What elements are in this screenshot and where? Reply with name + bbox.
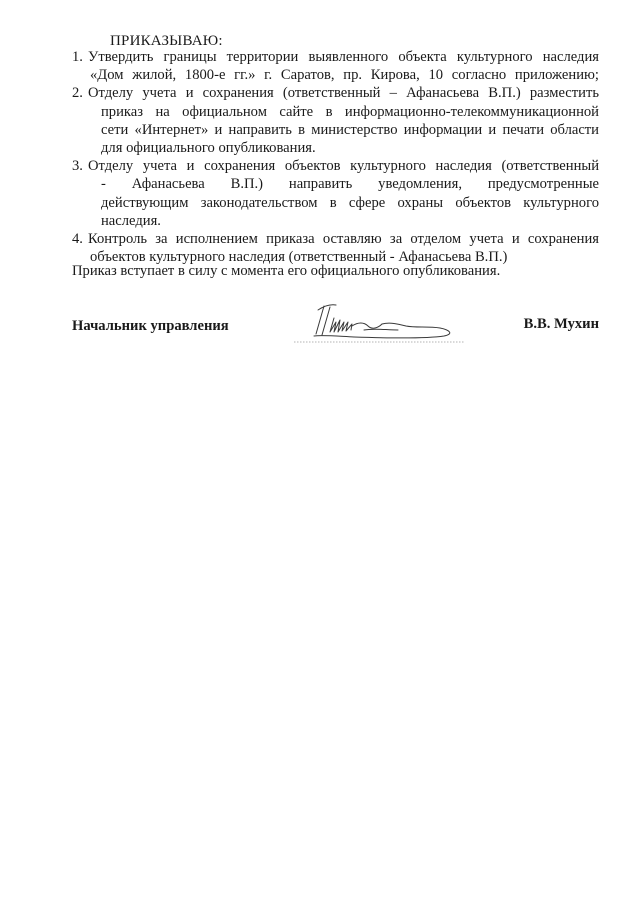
item-line: Отделу учета и сохранения объектов культурного наследия (ответственный bbox=[88, 158, 599, 175]
handwritten-signature-icon bbox=[294, 300, 494, 346]
order-item-4 bbox=[72, 230, 599, 266]
item-text bbox=[88, 157, 599, 230]
item-line: наследия. bbox=[101, 212, 161, 229]
item-line: «Дом жилой, 1800-е гг.» г. Саратов, пр. Кирова, 10 согласно приложению; bbox=[90, 67, 599, 84]
order-item-1 bbox=[72, 48, 599, 84]
item-line: приказ на официальном сайте в информационно-телекоммуникационной bbox=[101, 103, 599, 120]
order-heading: ПРИКАЗЫВАЮ: bbox=[110, 33, 223, 49]
item-text bbox=[88, 230, 599, 266]
order-items-list bbox=[72, 48, 599, 266]
signature-block bbox=[72, 300, 599, 350]
item-line: действующим законодательством в сфере охраны объектов культурного bbox=[101, 194, 599, 211]
order-item-3 bbox=[72, 157, 599, 230]
item-number: 2. bbox=[72, 85, 83, 102]
item-number: 4. bbox=[72, 231, 83, 248]
item-line: для официального опубликования. bbox=[101, 140, 316, 157]
item-line: - Афанасьева В.П.) направить уведомления, предусмотренные bbox=[101, 176, 599, 193]
item-line: Контроль за исполнением приказа оставляю за отделом учета и сохранения bbox=[88, 231, 599, 248]
item-line: сети «Интернет» и направить в министерство информации и печати области bbox=[101, 121, 599, 138]
item-line: Утвердить границы территории выявленного объекта культурного наследия bbox=[88, 49, 599, 65]
item-number: 1. bbox=[72, 49, 83, 65]
item-text bbox=[88, 84, 599, 157]
item-line: Отделу учета и сохранения (ответственный – Афанасьева В.П.) разместить bbox=[88, 85, 599, 102]
signatory-position: Начальник управления bbox=[72, 318, 229, 334]
item-line: объектов культурного наследия (ответственный - Афанасьева В.П.) bbox=[90, 249, 508, 266]
signatory-name: В.В. Мухин bbox=[523, 316, 599, 332]
order-item-2 bbox=[72, 84, 599, 157]
item-number: 3. bbox=[72, 158, 83, 175]
item-text bbox=[88, 48, 599, 84]
effective-date-statement: Приказ вступает в силу с момента его официального опубликования. bbox=[72, 263, 501, 279]
